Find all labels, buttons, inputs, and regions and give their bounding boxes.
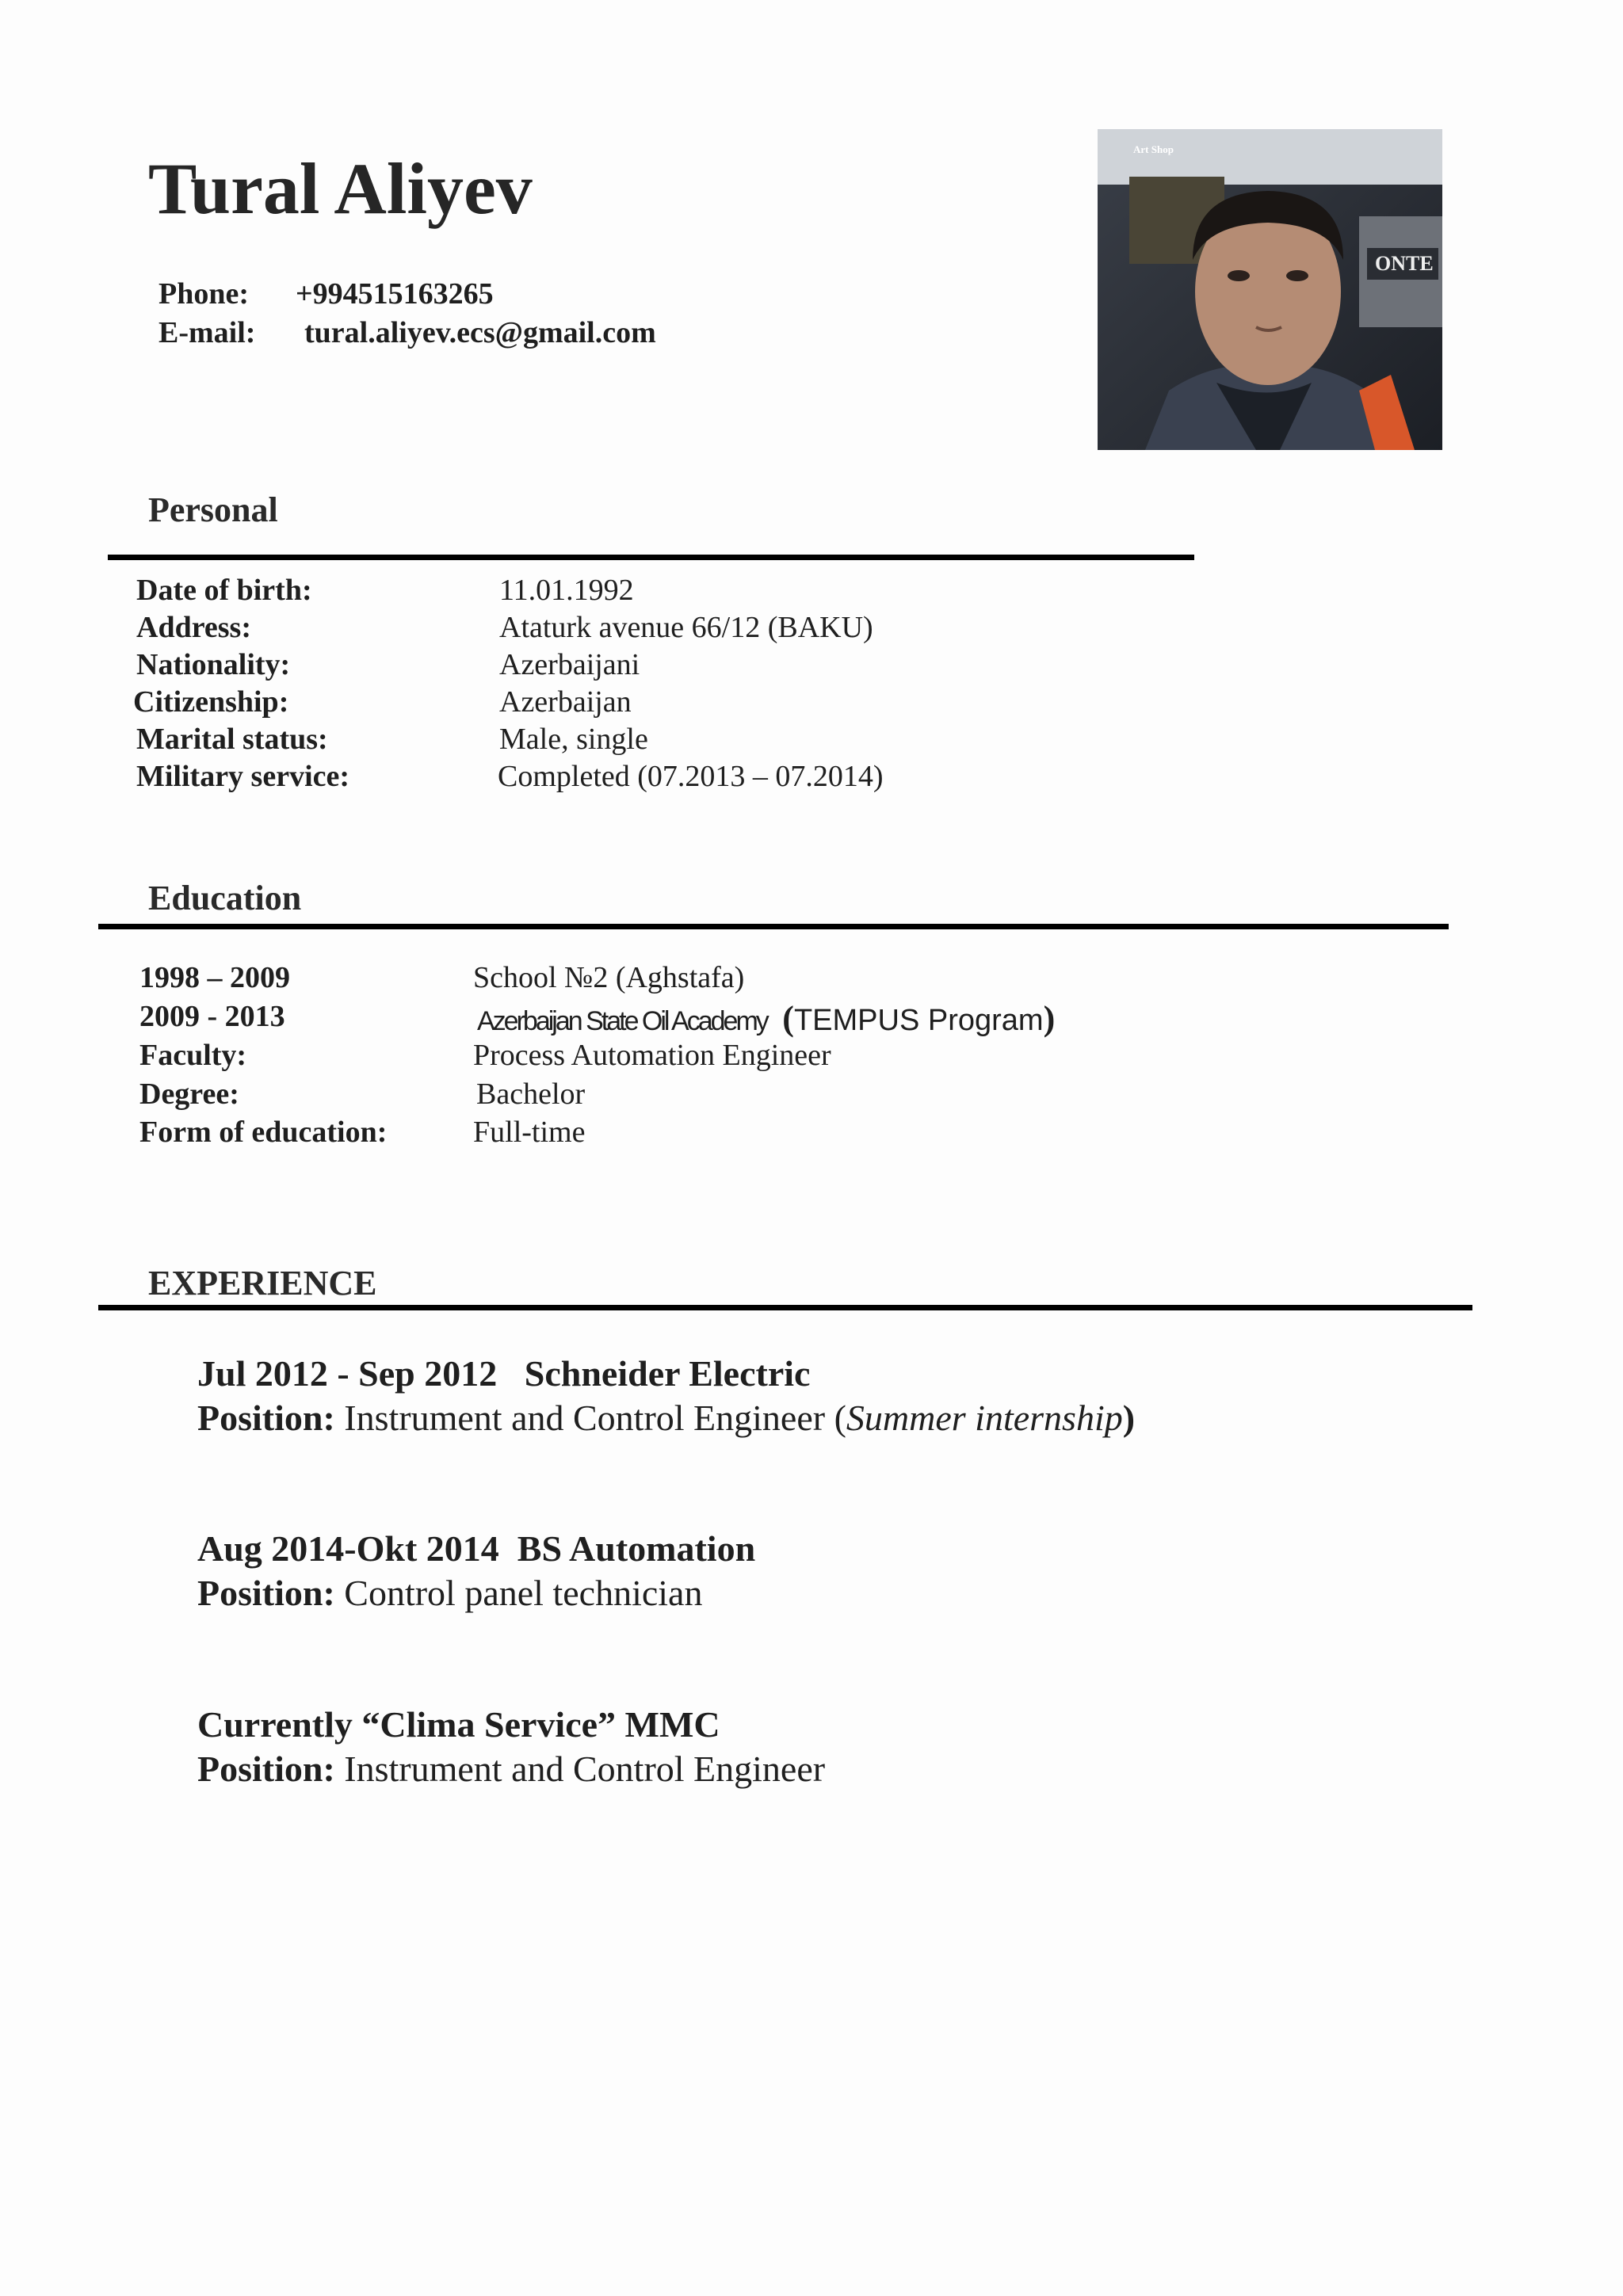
job-heading-3: Currently “Clima Service” MMC: [197, 1704, 720, 1745]
section-divider: [108, 555, 1194, 560]
email-value: tural.aliyev.ecs@gmail.com: [304, 316, 656, 349]
education-value-degree: Bachelor: [476, 1077, 586, 1111]
phone-label: Phone:: [158, 277, 249, 311]
phone-value: +994515163265: [296, 277, 494, 311]
email-label: E-mail:: [158, 316, 256, 349]
profile-photo: [1098, 129, 1442, 450]
candidate-name: Tural Aliyev: [148, 148, 533, 229]
job-position-1: [197, 1400, 1135, 1436]
education-label-form: Form of education:: [139, 1116, 388, 1149]
personal-value-dob: 11.01.1992: [499, 574, 634, 607]
job-heading-2: Aug 2014-Okt 2014 BS Automation: [197, 1528, 756, 1569]
personal-label-address: Address:: [136, 611, 251, 644]
section-personal-title: Personal: [148, 490, 278, 529]
personal-label-marital: Marital status:: [136, 723, 328, 756]
photo-sign2-text: ONTE: [1375, 252, 1434, 275]
personal-label-dob: Date of birth:: [136, 574, 312, 607]
section-divider: [98, 1305, 1472, 1310]
program-paren-close: ): [1043, 999, 1056, 1038]
education-label-university: 2009 - 2013: [139, 1000, 285, 1033]
education-value-faculty: Process Automation Engineer: [473, 1039, 831, 1072]
section-experience-title: EXPERIENCE: [148, 1264, 377, 1302]
section-divider: [98, 924, 1449, 929]
personal-value-marital: Male, single: [499, 723, 648, 756]
education-label-degree: Degree:: [139, 1077, 239, 1111]
education-value-university: [477, 1001, 1055, 1036]
section-education-title: Education: [148, 879, 302, 917]
education-label-faculty: Faculty:: [139, 1039, 247, 1072]
position-end: ): [1122, 1398, 1136, 1438]
personal-value-citizenship: Azerbaijan: [499, 685, 632, 719]
job-position-2: [197, 1575, 702, 1611]
personal-value-address: Ataturk avenue 66/12 (BAKU): [499, 611, 873, 644]
program-paren-open: (: [782, 999, 794, 1038]
position-note: Summer internship: [846, 1398, 1123, 1438]
education-value-form: Full-time: [473, 1116, 586, 1149]
position-label: Position:: [197, 1573, 335, 1613]
personal-value-military: Completed (07.2013 – 07.2014): [498, 760, 884, 793]
position-text: Instrument and Control Engineer: [344, 1749, 826, 1789]
personal-label-military: Military service:: [136, 760, 350, 793]
position-text: Instrument and Control Engineer (: [344, 1398, 846, 1438]
job-position-3: [197, 1751, 825, 1787]
university-name: Azerbaijan State Oil Academy: [477, 1006, 767, 1036]
education-label-school: 1998 – 2009: [139, 961, 290, 994]
position-label: Position:: [197, 1398, 335, 1438]
personal-label-nationality: Nationality:: [136, 648, 291, 681]
program-name: TEMPUS Program: [793, 1004, 1044, 1037]
photo-sign-text: Art Shop: [1133, 143, 1174, 155]
personal-value-nationality: Azerbaijani: [499, 648, 640, 681]
personal-label-citizenship: Citizenship:: [133, 685, 289, 719]
job-heading-1: Jul 2012 - Sep 2012 Schneider Electric: [197, 1353, 811, 1394]
position-label: Position:: [197, 1749, 335, 1789]
education-value-school: School №2 (Aghstafa): [473, 961, 745, 994]
position-text: Control panel technician: [344, 1573, 703, 1613]
